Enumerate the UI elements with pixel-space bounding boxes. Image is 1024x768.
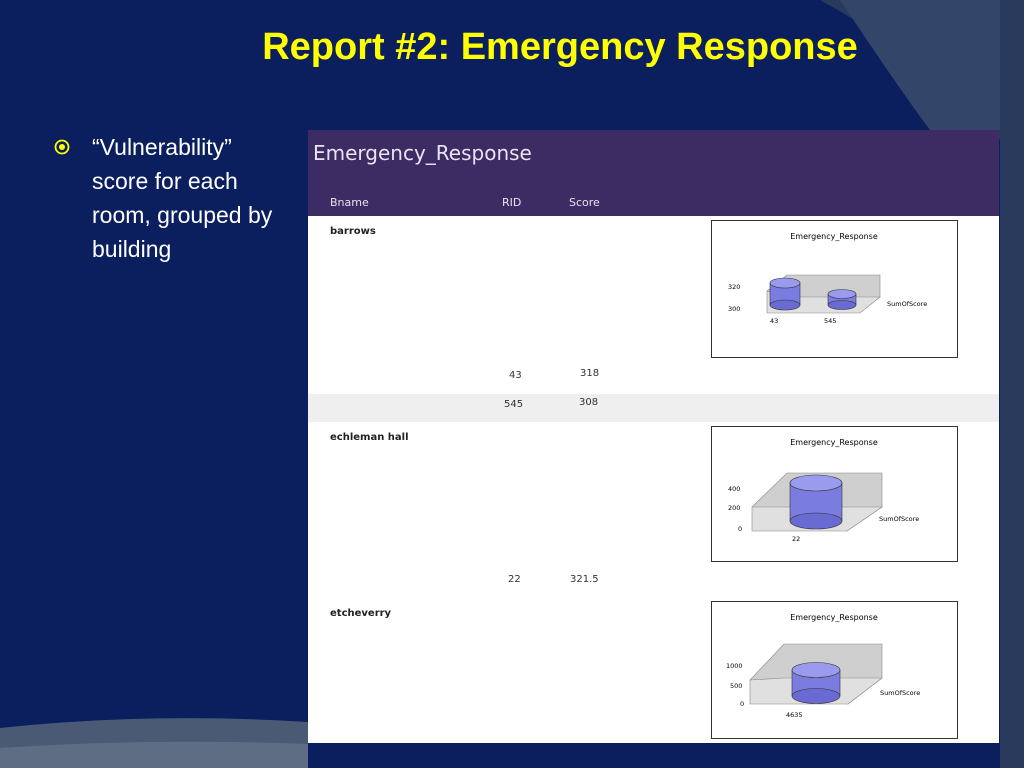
bullet-text: “Vulnerability” score for each room, grouped by building (92, 134, 273, 262)
y-tick-label: 0 (738, 525, 743, 533)
cell-rid: 22 (508, 574, 521, 585)
cell-score: 318 (580, 368, 600, 379)
chart-title: Emergency_Response (790, 232, 878, 241)
bullet-item (50, 130, 290, 266)
legend-label: SumOfScore (879, 515, 920, 523)
chart-etcheverry (711, 601, 958, 739)
chart-echleman-hall (711, 426, 958, 562)
x-tick-label: 43 (770, 317, 779, 325)
x-tick-label: 4635 (786, 711, 803, 719)
x-tick-label: 545 (824, 317, 837, 325)
cell-rid: 43 (509, 370, 522, 381)
target-bullet-icon (50, 135, 74, 159)
bar-4635 (792, 663, 840, 704)
report-screenshot (308, 130, 999, 743)
report-title: Emergency_Response (313, 141, 532, 165)
bar-43 (770, 278, 800, 310)
cell-score: 308 (579, 397, 599, 408)
group-bname-echleman-hall: echleman hall (330, 432, 409, 443)
y-tick-label: 0 (740, 700, 745, 708)
table-row-alt (308, 394, 999, 422)
column-header-bname: Bname (330, 196, 369, 209)
bar-545 (828, 290, 856, 310)
y-tick-label: 200 (728, 504, 741, 512)
cell-score: 321.5 (570, 574, 599, 585)
legend-label: SumOfScore (880, 689, 921, 697)
chart-title: Emergency_Response (790, 613, 878, 622)
x-tick-label: 22 (792, 535, 801, 543)
y-tick-label: 300 (728, 305, 741, 313)
column-header-score: Score (569, 196, 600, 209)
column-header-rid: RID (502, 196, 522, 209)
group-bname-etcheverry: etcheverry (330, 608, 392, 619)
y-tick-label: 1000 (726, 662, 743, 670)
group-bname-barrows: barrows (330, 226, 376, 237)
background-swoosh-bottom-light (0, 742, 308, 768)
bar-22 (790, 475, 842, 529)
y-tick-label: 320 (728, 283, 741, 291)
report-header (308, 130, 999, 216)
slide-title: Report #2: Emergency Response (262, 26, 858, 68)
cell-rid: 545 (504, 399, 524, 410)
chart-title: Emergency_Response (790, 438, 878, 447)
y-tick-label: 400 (728, 485, 741, 493)
y-tick-label: 500 (730, 682, 743, 690)
legend-label: SumOfScore (887, 300, 928, 308)
chart-barrows (711, 220, 958, 358)
